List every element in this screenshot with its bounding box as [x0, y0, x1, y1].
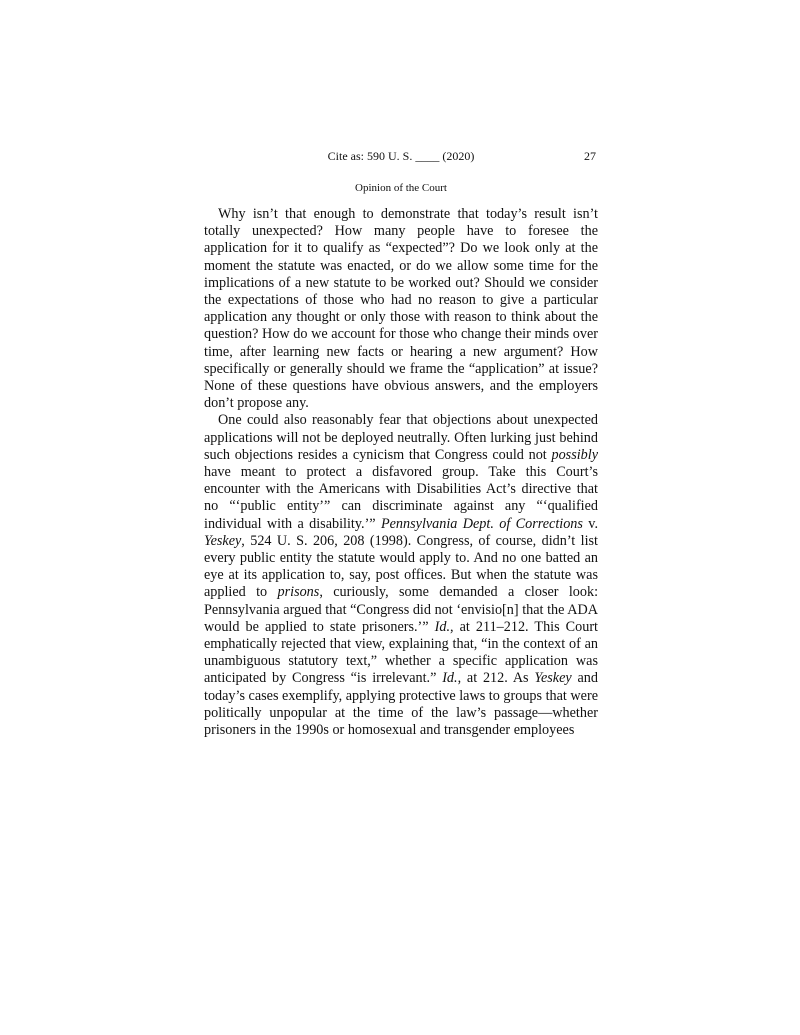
- paragraph-2-text-6: , at 211–212. This Court emphatically rejected that view, explaining that, “in the context of an unambiguous statutory text,” whether a specific application was anticipated by Congress “is irrelevant.”: [204, 618, 599, 687]
- case-name-yeskey: Yeskey: [204, 532, 242, 549]
- paragraph-2-text-3: v.: [582, 515, 599, 532]
- case-name-yeskey-short: Yeskey: [534, 670, 572, 687]
- paragraph-2-text-5: , curiously, some demanded a closer look: Pennsylvania argued that “Congress did not ‘envisio[n] that the ADA would be applied to state prisoners.’”: [204, 584, 599, 635]
- emphasis-possibly: possibly: [551, 446, 598, 463]
- paragraph-2-text-4: , 524 U. S. 206, 208 (1998). Congress, of course, didn’t list every public entity the statute would apply to. And no one batted an eye at its application to, say, post offices. But when the statute was applied to: [204, 532, 598, 601]
- emphasis-prisons: prisons: [277, 584, 320, 601]
- running-head: [204, 149, 598, 167]
- paragraph-2-text-1: One could also reasonably fear that objections about unexpected applications will not be deployed neutrally. Often lurking just behind such objections resides a cynicism that Congress could not: [204, 412, 598, 463]
- paragraph-2: [204, 412, 598, 739]
- paragraph-2-text-2: have meant to protect a disfavored group. Take this Court’s encounter with the Americans with Disabilities Act’s directive that no “‘public entity’” can discriminate against any “‘qualified individual with a disability.’”: [204, 464, 598, 532]
- citation-header: Cite as: 590 U. S. ____ (2020): [327, 149, 475, 163]
- citation-id-2: Id.: [442, 670, 458, 687]
- opinion-body: [204, 206, 598, 739]
- citation-id-1: Id.: [434, 618, 450, 635]
- case-name-pennsylvania: Pennsylvania Dept. of Corrections: [380, 515, 583, 532]
- paragraph-2-text-8: and today’s cases exemplify, applying protective laws to groups that were politically unpopular at the time of the law’s passage—whether prisoners in the 1990s or homosexual and transgender employees: [204, 670, 598, 739]
- page-number: 27: [584, 149, 596, 163]
- paragraph-1: Why isn’t that enough to demonstrate that today’s result isn’t totally unexpected? How many people have to foresee the application for it to qualify as “expected”? Do we look only at the moment the statute was enacted, or do we allow some time for the implications of a new statute to be worked out? Should we consider the expectations of those who had no reason to give a particular application any thought or only those with reason to think about the question? How do we account for those who change their minds over time, after learning new facts or hearing a new argument? How specifically or generally should we frame the “application” at issue? None of these questions have obvious answers, and the employers don’t propose any.: [204, 206, 598, 412]
- paragraph-2-text-7: , at 212. As: [457, 670, 535, 687]
- opinion-label: Opinion of the Court: [355, 182, 447, 194]
